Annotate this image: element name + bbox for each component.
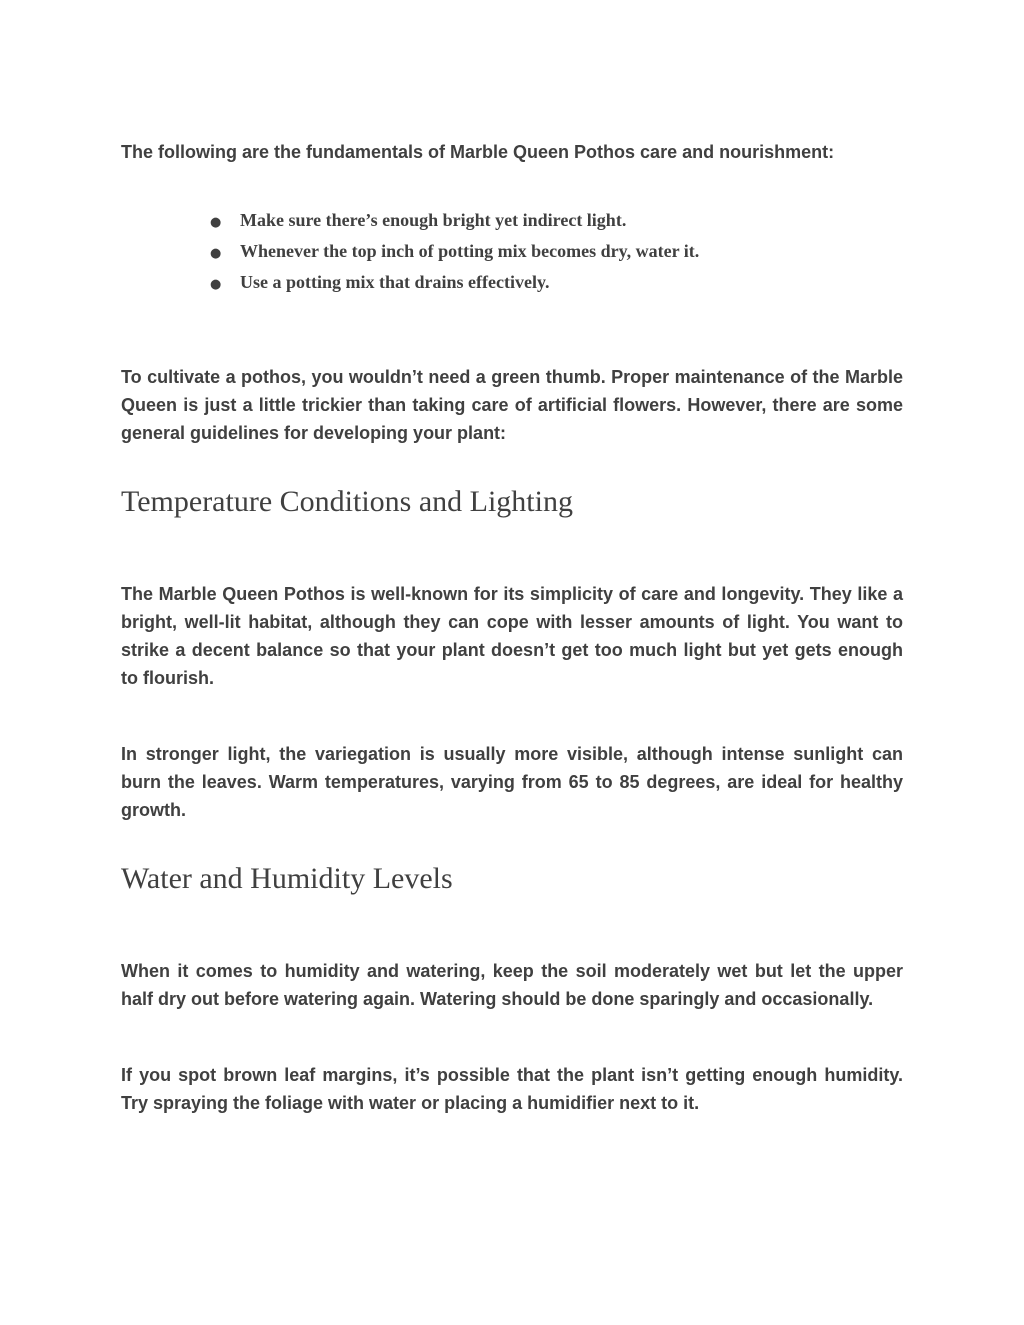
list-item <box>210 237 903 268</box>
intro-paragraph: The following are the fundamentals of Marble Queen Pothos care and nourishment: <box>121 142 835 162</box>
bullet-text: Make sure there’s enough bright yet indirect light. <box>240 210 627 230</box>
document-page <box>121 138 903 1117</box>
temperature-paragraph-2: In stronger light, the variegation is usually more visible, although intense sunlight can burn the leaves. Warm temperatures, varying from 65 to 85 degrees, are ideal for healthy growth. <box>121 744 903 820</box>
water-paragraph-2: If you spot brown leaf margins, it’s possible that the plant isn’t getting enough humidity. Try spraying the foliage with water or placing a humidifier next to it. <box>121 1065 903 1113</box>
bullet-icon: ● <box>210 215 222 230</box>
bullet-text: Whenever the top inch of potting mix becomes dry, water it. <box>240 241 700 261</box>
temperature-paragraph-1: The Marble Queen Pothos is well-known for its simplicity of care and longevity. They like a bright, well-lit habitat, although they can cope with lesser amounts of light. You want to strike a decent balance so that your plant doesn’t get too much light but yet gets enough to flourish. <box>121 584 903 688</box>
care-bullet-list <box>121 206 903 299</box>
water-heading: Water and Humidity Levels <box>121 862 453 895</box>
list-item <box>210 206 903 237</box>
cultivate-paragraph: To cultivate a pothos, you wouldn’t need a green thumb. Proper maintenance of the Marble Queen is just a little trickier than taking care of artificial flowers. However, there are some general guidelines for developing your plant: <box>121 367 903 443</box>
bullet-icon: ● <box>210 277 222 292</box>
bullet-icon: ● <box>210 246 222 261</box>
list-item <box>210 268 903 299</box>
temperature-heading: Temperature Conditions and Lighting <box>121 485 573 518</box>
bullet-text: Use a potting mix that drains effectively. <box>240 272 550 292</box>
water-paragraph-1: When it comes to humidity and watering, keep the soil moderately wet but let the upper half dry out before watering again. Watering should be done sparingly and occasionally. <box>121 961 903 1009</box>
